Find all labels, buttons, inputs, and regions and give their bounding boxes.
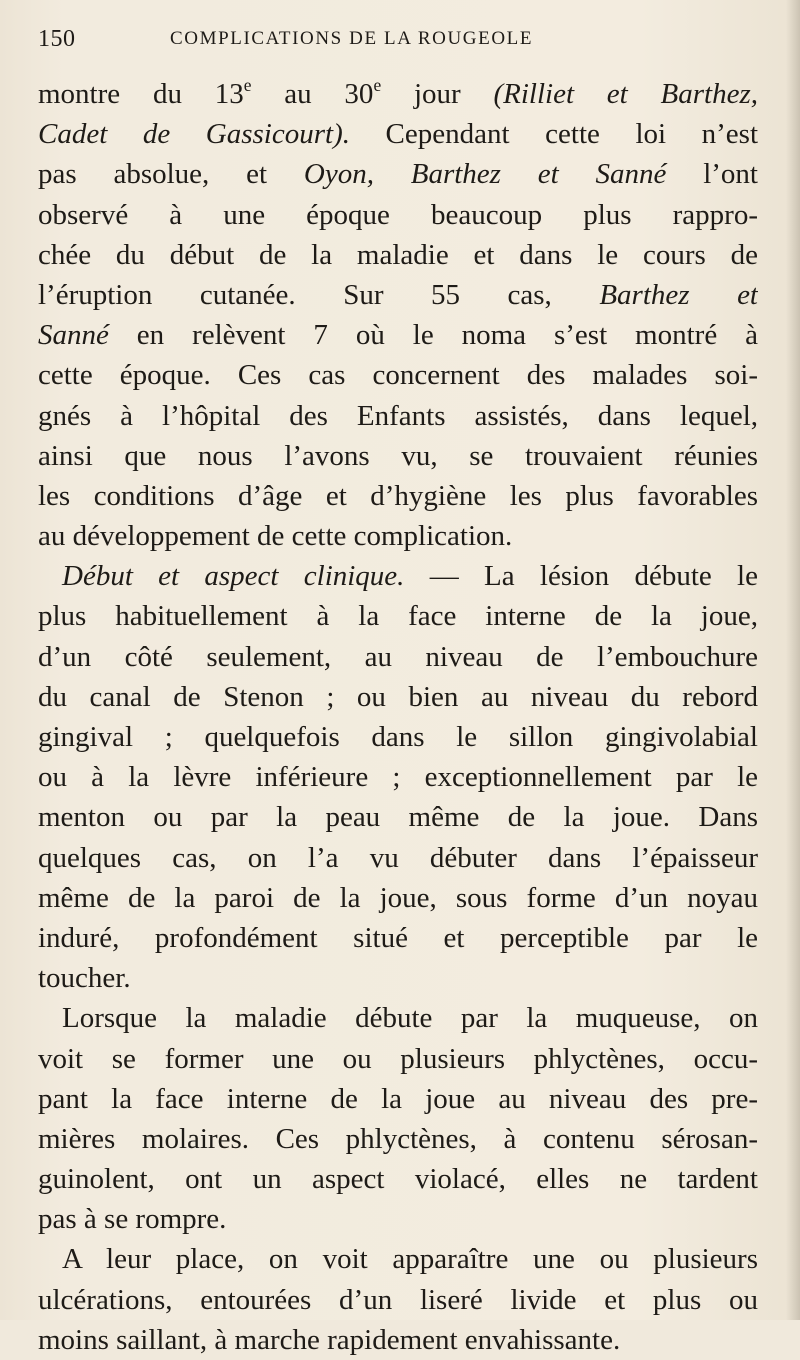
- text-run: gnés à l’hôpital des Enfants assistés, dans lequel,: [38, 399, 758, 432]
- text-run: au 30: [251, 78, 374, 110]
- text-run: chée du début de la maladie et dans le cours de: [38, 238, 758, 271]
- text-run: Lorsque la maladie débute par la muqueuse, on: [62, 1002, 758, 1035]
- text-line: [38, 637, 758, 677]
- text-run: mières molaires. Ces phlyctènes, à contenu sérosan-: [38, 1122, 758, 1155]
- italic-text: (Rilliet et Barthez,: [493, 78, 758, 110]
- page-edge-shadow: [786, 0, 800, 1320]
- text-line: [38, 1119, 758, 1159]
- page-number: 150: [38, 26, 76, 52]
- text-run: — La lésion débute le: [404, 560, 758, 593]
- text-run: A leur place, on voit apparaître une ou plusieurs: [62, 1243, 758, 1276]
- text-line: [38, 154, 758, 194]
- text-line: [38, 1239, 758, 1279]
- text-line: [38, 838, 758, 878]
- text-run: menton ou par la peau même de la joue. Dans: [38, 801, 758, 834]
- text-line: [38, 1280, 758, 1320]
- text-line: [38, 1039, 758, 1079]
- text-run: cette époque. Ces cas concernent des malades soi-: [38, 359, 758, 392]
- italic-text: Oyon, Barthez et Sanné: [303, 158, 667, 191]
- text-run: du canal de Stenon ; ou bien au niveau du rebord: [38, 680, 758, 713]
- italic-text: Début et aspect clinique.: [62, 560, 405, 593]
- text-run: l’éruption cutanée. Sur 55 cas,: [38, 278, 600, 311]
- text-line: [38, 556, 758, 596]
- text-line: [38, 476, 758, 516]
- text-run: ulcérations, entourées d’un liseré livide et plus ou: [38, 1283, 758, 1316]
- text-run: ou à la lèvre inférieure ; exceptionnellement par le: [38, 761, 758, 794]
- text-line: [38, 315, 758, 355]
- text-run: ainsi que nous l’avons vu, se trouvaient réunies: [38, 439, 758, 472]
- text-line: [38, 235, 758, 275]
- text-line: [38, 195, 758, 235]
- text-line: [38, 1320, 758, 1360]
- text-line: [38, 436, 758, 476]
- italic-text: Barthez et: [599, 278, 758, 311]
- text-line: [38, 757, 758, 797]
- text-line: [38, 74, 758, 114]
- text-line: [38, 717, 758, 757]
- italic-text: Cadet de Gassicourt).: [38, 118, 350, 151]
- page-header: [38, 26, 758, 60]
- running-title: COMPLICATIONS DE LA ROUGEOLE: [170, 28, 534, 49]
- text-run: au développement de cette complication.: [38, 520, 513, 553]
- text-run: Cependant cette loi n’est: [349, 118, 758, 151]
- text-line: [38, 797, 758, 837]
- text-run: guinolent, ont un aspect violacé, elles ne tardent: [38, 1163, 758, 1196]
- text-run: pant la face interne de la joue au niveau des pre-: [38, 1082, 758, 1115]
- text-run: toucher.: [38, 962, 131, 995]
- text-line: [38, 114, 758, 154]
- text-run: quelques cas, on l’a vu débuter dans l’épaisseur: [38, 841, 758, 874]
- text-run: l’ont: [666, 158, 758, 191]
- text-run: en relèvent 7 où le noma s’est montré à: [108, 319, 758, 352]
- text-run: voit se former une ou plusieurs phlyctènes, occu-: [38, 1042, 758, 1075]
- superscript: e: [373, 74, 382, 95]
- text-line: [38, 1159, 758, 1199]
- text-run: pas absolue, et: [38, 158, 304, 191]
- text-line: [38, 275, 758, 315]
- text-run: jour: [381, 78, 494, 110]
- text-line: [38, 998, 758, 1038]
- text-run: même de la paroi de la joue, sous forme d’un noyau: [38, 881, 758, 914]
- text-line: [38, 596, 758, 636]
- text-line: [38, 878, 758, 918]
- text-run: montre du 13: [38, 78, 244, 110]
- text-line: [38, 677, 758, 717]
- italic-text: Sanné: [38, 319, 109, 352]
- text-run: plus habituellement à la face interne de la joue,: [38, 600, 758, 633]
- text-line: [38, 918, 758, 958]
- text-line: [38, 1199, 758, 1239]
- text-line: [38, 516, 758, 556]
- text-run: moins saillant, à marche rapidement envahissante.: [38, 1323, 621, 1356]
- text-line: [38, 958, 758, 998]
- text-run: observé à une époque beaucoup plus rappro-: [38, 198, 758, 231]
- body-text: [38, 74, 758, 1360]
- text-line: [38, 355, 758, 395]
- text-run: d’un côté seulement, au niveau de l’embouchure: [38, 640, 758, 673]
- text-line: [38, 1079, 758, 1119]
- text-line: [38, 396, 758, 436]
- text-run: gingival ; quelquefois dans le sillon gingivolabial: [38, 721, 758, 753]
- text-run: les conditions d’âge et d’hygiène les plus favorables: [38, 479, 758, 512]
- text-run: induré, profondément situé et perceptible par le: [38, 921, 758, 954]
- text-run: pas à se rompre.: [38, 1203, 227, 1236]
- superscript: e: [243, 74, 252, 95]
